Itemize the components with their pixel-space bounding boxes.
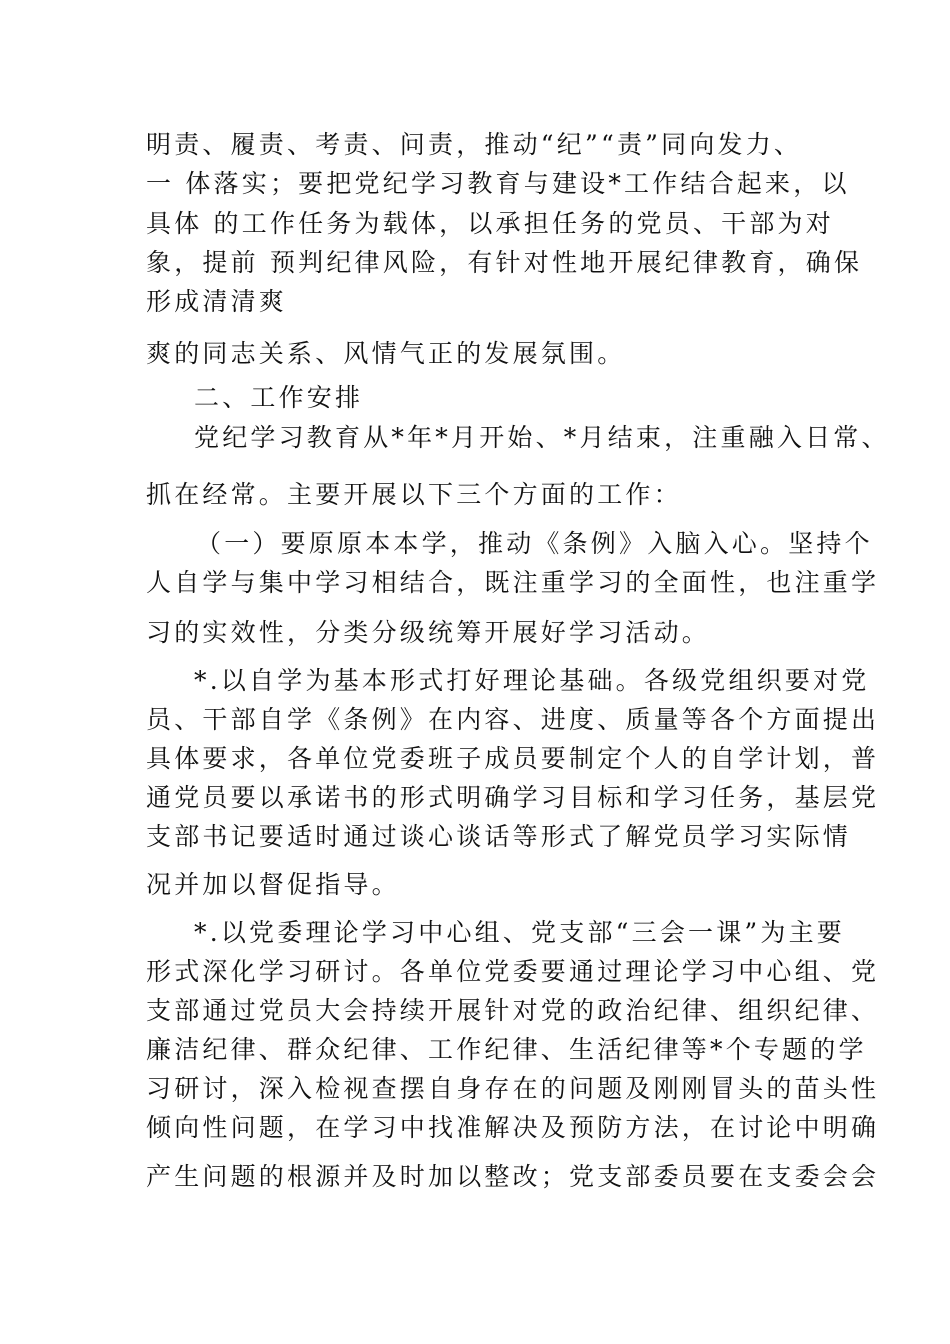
body-line: 支部书记要适时通过谈心谈话等形式了解党员学习实际情	[146, 822, 852, 851]
body-line: 廉洁纪律、群众纪律、工作纪律、生活纪律等*个专题的学	[146, 1035, 867, 1064]
body-line: 人自学与集中学习相结合，既注重学习的全面性，也注重学	[146, 568, 880, 597]
body-line: 抓在经常。主要开展以下三个方面的工作：	[146, 480, 682, 509]
body-line: 倾向性问题，在学习中找准解决及预防方法，在讨论中明确	[146, 1113, 880, 1142]
body-line: 习的实效性，分类分级统筹开展好学习活动。	[146, 618, 711, 647]
body-line: 具体 的工作任务为载体，以承担任务的党员、干部为对	[146, 209, 834, 238]
body-line: 一 体落实；要把党纪学习教育与建设*工作结合起来，以	[146, 169, 850, 198]
body-line: 明责、履责、考责、问责，推动“纪”“责”同向发力、	[146, 130, 803, 159]
body-line: 象，提前 预判纪律风险，有针对性地开展纪律教育，确保	[146, 248, 863, 277]
body-line: 通党员要以承诺书的形式明确学习目标和学习任务，基层党	[146, 783, 880, 812]
body-line: 员、干部自学《条例》在内容、进度、质量等各个方面提出	[146, 705, 880, 734]
body-line: 支部通过党员大会持续开展针对党的政治纪律、组织纪律、	[146, 996, 880, 1025]
paragraph-first-line: *.以党委理论学习中心组、党支部“三会一课”为主要	[194, 918, 846, 947]
body-line: 习研讨，深入检视查摆自身存在的问题及刚刚冒头的苗头性	[146, 1074, 880, 1103]
body-line: 况并加以督促指导。	[146, 870, 400, 899]
body-line: 形成清清爽	[146, 287, 288, 316]
paragraph-first-line: *.以自学为基本形式打好理论基础。各级党组织要对党	[194, 666, 870, 695]
body-line: 具体要求，各单位党委班子成员要制定个人的自学计划，普	[146, 744, 880, 773]
paragraph-first-line: 党纪学习教育从*年*月开始、*月结束，注重融入日常、	[194, 423, 890, 452]
section-heading: 二、工作安排	[194, 383, 364, 412]
subsection-heading: （一）要原原本本学，推动《条例》入脑入心。坚持个	[196, 529, 873, 558]
body-line: 形式深化学习研讨。各单位党委要通过理论学习中心组、党	[146, 957, 880, 986]
body-line: 产生问题的根源并及时加以整改；党支部委员要在支委会会	[146, 1162, 880, 1191]
body-line: 爽的同志关系、风情气正的发展氛围。	[146, 339, 626, 368]
